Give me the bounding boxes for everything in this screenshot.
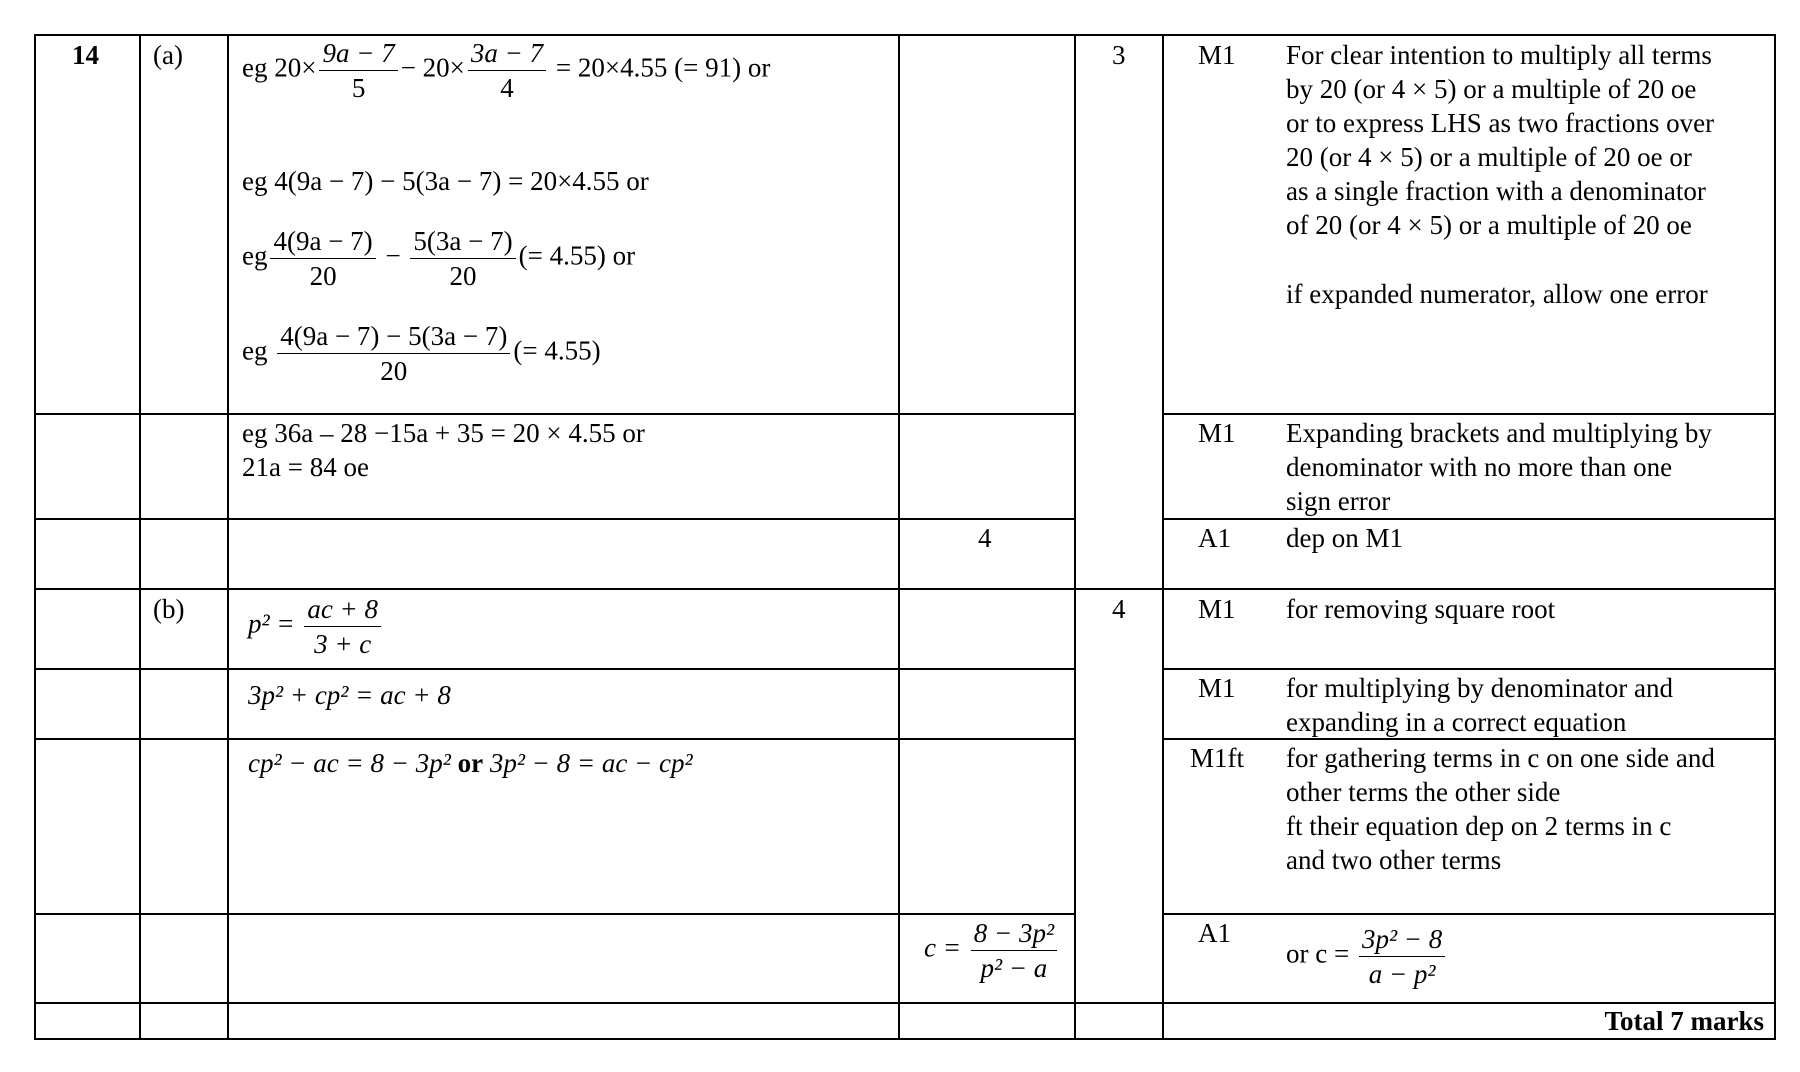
part-b-label: (b) — [153, 594, 185, 624]
note-line: and two other terms — [1286, 845, 1502, 875]
part-b-notes-4 — [1286, 922, 1448, 991]
note-line: Expanding brackets and multiplying by — [1286, 418, 1712, 448]
fraction — [971, 916, 1057, 985]
working-prefix: eg — [242, 240, 268, 271]
part-b-working-row-1 — [248, 592, 384, 661]
part-a-mark-code-3: A1 — [1198, 523, 1231, 553]
row-divider — [34, 668, 1074, 670]
table-border-bottom — [34, 1038, 1776, 1040]
equation-lhs: p² = — [248, 608, 295, 639]
part-b-marks: 4 — [1112, 594, 1126, 624]
note-or-lhs: or c = — [1286, 938, 1350, 969]
row-divider — [34, 588, 1776, 590]
part-b-working-row-3 — [248, 746, 693, 780]
part-a-label: (a) — [153, 40, 183, 70]
fraction-numerator: ac + 8 — [304, 592, 381, 627]
fraction — [270, 224, 375, 293]
part-a-notes-2 — [1286, 416, 1712, 518]
note-line: as a single fraction with a denominator — [1286, 176, 1706, 206]
fraction — [319, 36, 397, 105]
mark-scheme-table — [34, 34, 1776, 1040]
fraction-numerator: 5(3a − 7) — [410, 224, 515, 259]
part-a-marks: 3 — [1112, 40, 1126, 70]
note-line: sign error — [1286, 486, 1391, 516]
part-a-notes-3: dep on M1 — [1286, 523, 1403, 553]
fraction-denominator: 20 — [380, 356, 408, 386]
fraction-denominator: 4 — [500, 73, 514, 103]
fraction-numerator: 3a − 7 — [468, 36, 546, 71]
note-line: for gathering terms in c on one side and — [1286, 743, 1715, 773]
note-line: denominator with no more than one — [1286, 452, 1673, 482]
part-b-mark-code-4: A1 — [1198, 918, 1231, 948]
part-a-working-row-2 — [242, 416, 645, 484]
fraction-numerator: 8 − 3p² — [971, 916, 1057, 951]
note-line: ft their equation dep on 2 terms in c — [1286, 811, 1672, 841]
fraction — [468, 36, 546, 105]
working-line: 21a = 84 oe — [242, 452, 369, 482]
part-a-working-line-2: eg 4(9a − 7) − 5(3a − 7) = 20×4.55 or — [242, 166, 649, 196]
column-divider — [1162, 34, 1164, 1040]
working-operator: − 20× — [400, 52, 465, 83]
fraction — [304, 592, 381, 661]
table-border-left — [34, 34, 36, 1040]
row-divider — [34, 913, 1074, 915]
part-a-working-line-4 — [242, 319, 601, 388]
column-divider — [227, 34, 229, 1040]
part-a-mark-code-2: M1 — [1198, 418, 1236, 448]
fraction-denominator: 5 — [351, 73, 366, 103]
fraction-numerator: 3p² − 8 — [1359, 922, 1445, 957]
working-operator: − — [385, 240, 401, 271]
fraction — [277, 319, 510, 388]
part-b-notes-1: for removing square root — [1286, 594, 1556, 624]
part-b-mark-code-1: M1 — [1198, 594, 1236, 624]
note-line: For clear intention to multiply all terms — [1286, 40, 1712, 70]
working-suffix: (= 4.55) or — [518, 240, 636, 271]
part-a-notes-1 — [1286, 38, 1714, 311]
note-line: if expanded numerator, allow one error — [1286, 279, 1708, 309]
fraction — [410, 224, 515, 293]
note-line: or to express LHS as two fractions over — [1286, 108, 1715, 138]
part-b-mark-code-3: M1ft — [1190, 743, 1244, 773]
part-a-working-line-3 — [242, 224, 635, 293]
table-border-right — [1774, 34, 1776, 1040]
row-divider — [34, 413, 1074, 415]
working-suffix: (= 4.55) — [513, 335, 601, 366]
working-factor: 20× — [274, 52, 317, 83]
row-divider — [1162, 668, 1776, 670]
working-prefix: eg — [242, 335, 268, 366]
part-b-notes-2 — [1286, 671, 1673, 739]
fraction-numerator: 4(9a − 7) − 5(3a − 7) — [277, 319, 510, 354]
row-divider — [1162, 913, 1776, 915]
column-divider — [898, 34, 900, 1040]
working-or: or — [457, 748, 484, 778]
column-divider — [1074, 34, 1076, 1040]
note-line: other terms the other side — [1286, 777, 1561, 807]
note-line: 20 (or 4 × 5) or a multiple of 20 oe or — [1286, 142, 1692, 172]
fraction-denominator: 3 + c — [314, 629, 372, 659]
fraction-numerator: 9a − 7 — [319, 36, 397, 71]
part-b-notes-3 — [1286, 741, 1715, 877]
part-b-mark-code-2: M1 — [1198, 673, 1236, 703]
part-a-working-line-1 — [242, 36, 770, 105]
part-b-answer — [924, 916, 1060, 985]
row-divider — [34, 518, 1074, 520]
fraction-denominator: p² − a — [980, 953, 1048, 983]
fraction-numerator: 4(9a − 7) — [270, 224, 375, 259]
working-suffix: = 20×4.55 (= 91) or — [555, 52, 771, 83]
question-number: 14 — [72, 40, 99, 70]
fraction-denominator: 20 — [309, 261, 337, 291]
fraction — [1359, 922, 1445, 991]
working-equation: 3p² − 8 = ac − cp² — [489, 748, 693, 778]
row-divider — [1162, 518, 1776, 520]
fraction-denominator: 20 — [449, 261, 477, 291]
fraction-denominator: a − p² — [1368, 959, 1436, 989]
part-a-answer: 4 — [978, 523, 992, 553]
note-line: expanding in a correct equation — [1286, 707, 1627, 737]
row-divider — [34, 738, 1074, 740]
row-divider — [34, 1002, 1776, 1004]
answer-lhs: c = — [924, 932, 961, 963]
column-divider — [139, 34, 141, 1040]
total-marks: Total 7 marks — [1604, 1006, 1764, 1036]
part-a-mark-code-1: M1 — [1198, 40, 1236, 70]
row-divider — [1162, 413, 1776, 415]
working-equation: cp² − ac = 8 − 3p² — [248, 748, 451, 778]
note-line: by 20 (or 4 × 5) or a multiple of 20 oe — [1286, 74, 1697, 104]
working-prefix: eg — [242, 52, 275, 83]
working-line: eg 36a – 28 −15a + 35 = 20 × 4.55 or — [242, 418, 645, 448]
note-line: of 20 (or 4 × 5) or a multiple of 20 oe — [1286, 210, 1692, 240]
part-b-working-row-2: 3p² + cp² = ac + 8 — [248, 680, 451, 710]
note-line: for multiplying by denominator and — [1286, 673, 1673, 703]
